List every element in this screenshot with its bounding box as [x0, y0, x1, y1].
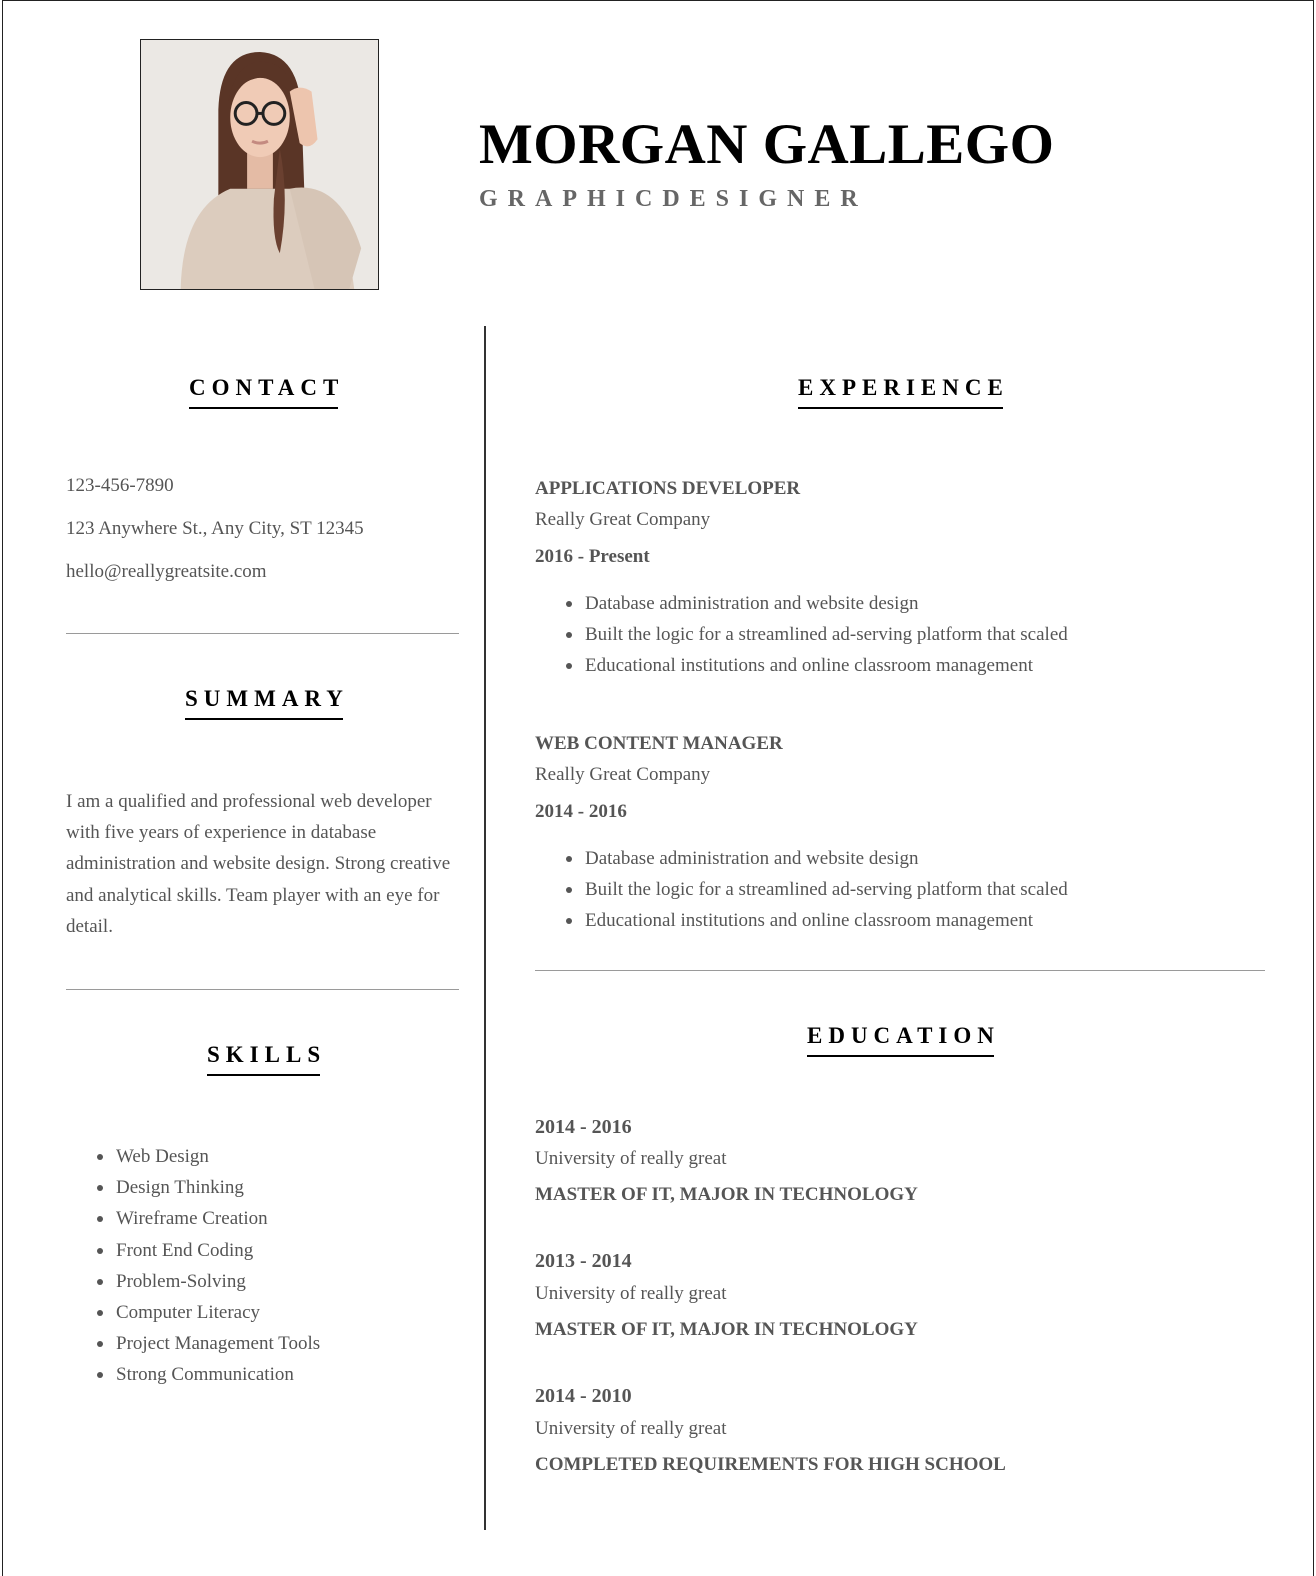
list-item: Database administration and website design: [535, 591, 1068, 622]
contact-address: 123 Anywhere St., Any City, ST 12345: [66, 518, 364, 539]
job-company: Really Great Company: [535, 509, 711, 530]
list-item: Educational institutions and online classroom management: [535, 908, 1068, 939]
summary-heading: SUMMARY: [185, 686, 343, 720]
job-dates: 2016 - Present: [535, 546, 650, 567]
contact-phone: 123-456-7890: [66, 475, 174, 496]
list-item: Front End Coding: [66, 1237, 320, 1268]
list-item: Built the logic for a streamlined ad-serving platform that scaled: [535, 877, 1068, 908]
education-heading: EDUCATION: [807, 1023, 994, 1057]
education-degree: MASTER OF IT, MAJOR IN TECHNOLOGY: [535, 1319, 918, 1340]
list-item: Built the logic for a streamlined ad-serving platform that scaled: [535, 622, 1068, 653]
list-item: Wireframe Creation: [66, 1205, 320, 1236]
list-item: Project Management Tools: [66, 1330, 320, 1361]
contact-email: hello@reallygreatsite.com: [66, 561, 267, 582]
job-title: APPLICATIONS DEVELOPER: [535, 478, 801, 499]
candidate-name: MORGAN GALLEGO: [479, 113, 1055, 176]
summary-text: I am a qualified and professional web developer with five years of experience in database administration and website design. Strong creative and analytical skills. Team player with an eye for detail.: [66, 791, 451, 937]
education-dates: 2013 - 2014: [535, 1250, 632, 1272]
profile-photo: [140, 39, 379, 290]
contact-heading: CONTACT: [189, 375, 338, 409]
education-school: University of really great: [535, 1283, 727, 1304]
list-item: Strong Communication: [66, 1361, 320, 1392]
candidate-role: GRAPHICDESIGNER: [479, 186, 868, 212]
education-dates: 2014 - 2016: [535, 1116, 632, 1138]
section-divider: [66, 989, 459, 990]
education-degree: MASTER OF IT, MAJOR IN TECHNOLOGY: [535, 1184, 918, 1205]
section-divider: [66, 633, 459, 634]
list-item: Problem-Solving: [66, 1268, 320, 1299]
column-divider: [484, 326, 486, 1530]
section-divider: [535, 970, 1265, 971]
education-school: University of really great: [535, 1418, 727, 1439]
list-item: Web Design: [66, 1143, 320, 1174]
education-degree: COMPLETED REQUIREMENTS FOR HIGH SCHOOL: [535, 1454, 1006, 1475]
job-dates: 2014 - 2016: [535, 801, 627, 822]
skills-heading: SKILLS: [207, 1042, 320, 1076]
job-bullets: [535, 591, 1068, 684]
job-title: WEB CONTENT MANAGER: [535, 733, 783, 754]
experience-heading: EXPERIENCE: [798, 375, 1003, 409]
job-company: Really Great Company: [535, 764, 711, 785]
list-item: Educational institutions and online classroom management: [535, 653, 1068, 684]
education-school: University of really great: [535, 1148, 727, 1169]
list-item: Computer Literacy: [66, 1299, 320, 1330]
education-dates: 2014 - 2010: [535, 1385, 632, 1407]
job-bullets: [535, 846, 1068, 939]
skills-list: [66, 1143, 320, 1393]
list-item: Design Thinking: [66, 1174, 320, 1205]
list-item: Database administration and website design: [535, 846, 1068, 877]
